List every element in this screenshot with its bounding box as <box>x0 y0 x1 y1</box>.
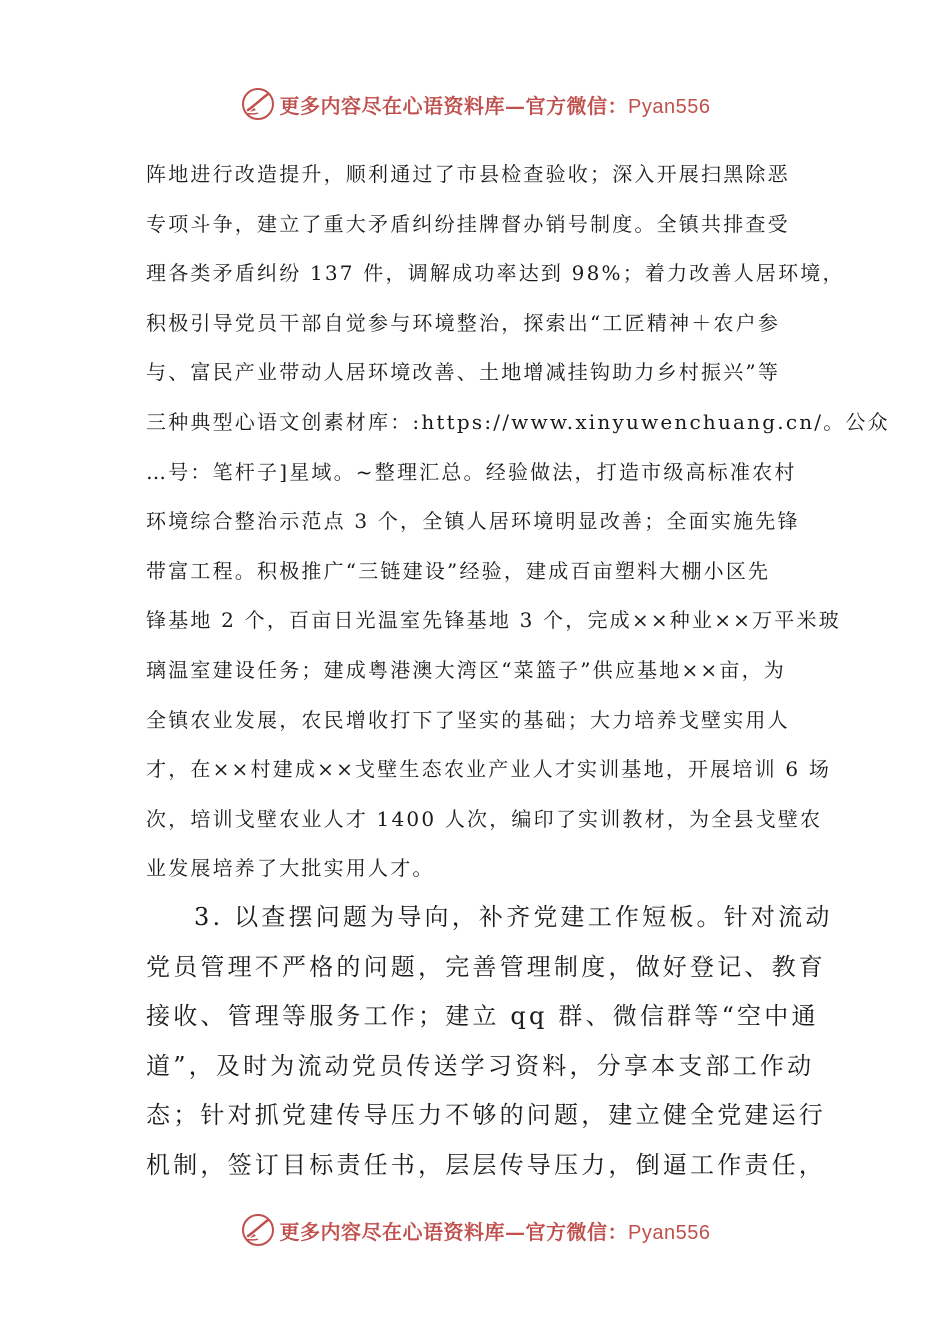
watermark-wechat-id: Pyan556 <box>628 95 711 118</box>
text-line: …号：笔杆子]星域。~整理汇总。经验做法，打造市级高标准农村 <box>146 459 797 484</box>
text-line: 带富工程。积极推广“三链建设”经验，建成百亩塑料大棚小区先 <box>146 558 771 583</box>
watermark-wechat-id: Pyan556 <box>628 1221 711 1244</box>
text-line: 阵地进行改造提升，顺利通过了市县检查验收；深入开展扫黑除恶 <box>146 162 790 186</box>
text-line: 环境综合整治示范点 3 个，全镇人居环境明显改善；全面实施先锋 <box>146 509 800 534</box>
text-line: 积极引导党员干部自觉参与环境整治，探索出“工匠精神＋农户参 <box>146 310 781 335</box>
watermark-text <box>280 1216 711 1245</box>
text-line: 专项斗争，建立了重大矛盾纠纷挂牌督办销号制度。全镇共排查受 <box>146 211 790 236</box>
footer-watermark <box>0 1208 950 1252</box>
paragraph-2 <box>146 893 833 1191</box>
header-watermark <box>0 82 950 126</box>
text-line: 全镇农业发展，农民增收打下了坚实的基础；大力培养戈壁实用人 <box>146 707 790 732</box>
text-line: 党员管理不严格的问题，完善管理制度，做好登记、教育 <box>146 952 826 981</box>
text-line: 机制，签订目标责任书，层层传导压力，倒逼工作责任， <box>146 1150 826 1179</box>
pen-circle-icon <box>240 86 276 122</box>
text-line: 才，在××村建成××戈壁生态农业产业人才实训基地，开展培训 6 场 <box>146 757 832 782</box>
text-line: 态；针对抓党建传导压力不够的问题，建立健全党建运行 <box>146 1101 826 1130</box>
watermark-text <box>280 90 711 119</box>
watermark-label: 更多内容尽在心语资料库—官方微信： <box>279 1219 629 1244</box>
text-line: 理各类矛盾纠纷 137 件，调解成功率达到 98%；着力改善人居环境， <box>146 261 845 286</box>
text-line: 业发展培养了大批实用人才。 <box>146 856 435 881</box>
text-line: 3. 以查摆问题为导向，补齐党建工作短板。针对流动 <box>194 903 833 931</box>
text-line: 锋基地 2 个，百亩日光温室先锋基地 3 个，完成××种业××万平米玻 <box>146 608 841 633</box>
paragraph-1 <box>146 150 890 894</box>
pen-circle-icon <box>240 1212 276 1248</box>
text-line: 道”，及时为流动党员传送学习资料，分享本支部工作动 <box>146 1051 815 1080</box>
watermark-label: 更多内容尽在心语资料库—官方微信： <box>279 93 629 118</box>
text-line: 与、富民产业带动人居环境改善、土地增减挂钩助力乡村振兴”等 <box>146 360 781 385</box>
text-line: 次，培训戈壁农业人才 1400 人次，编印了实训教材，为全县戈壁农 <box>146 806 823 831</box>
text-line: 接收、管理等服务工作；建立 qq 群、微信群等“空中通 <box>146 1002 819 1031</box>
text-line: 璃温室建设任务；建成粤港澳大湾区“菜篮子”供应基地××亩，为 <box>146 657 786 682</box>
text-line: 三种典型心语文创素材库：:https://www.xinyuwenchuang.cn/。公众 <box>146 409 890 434</box>
